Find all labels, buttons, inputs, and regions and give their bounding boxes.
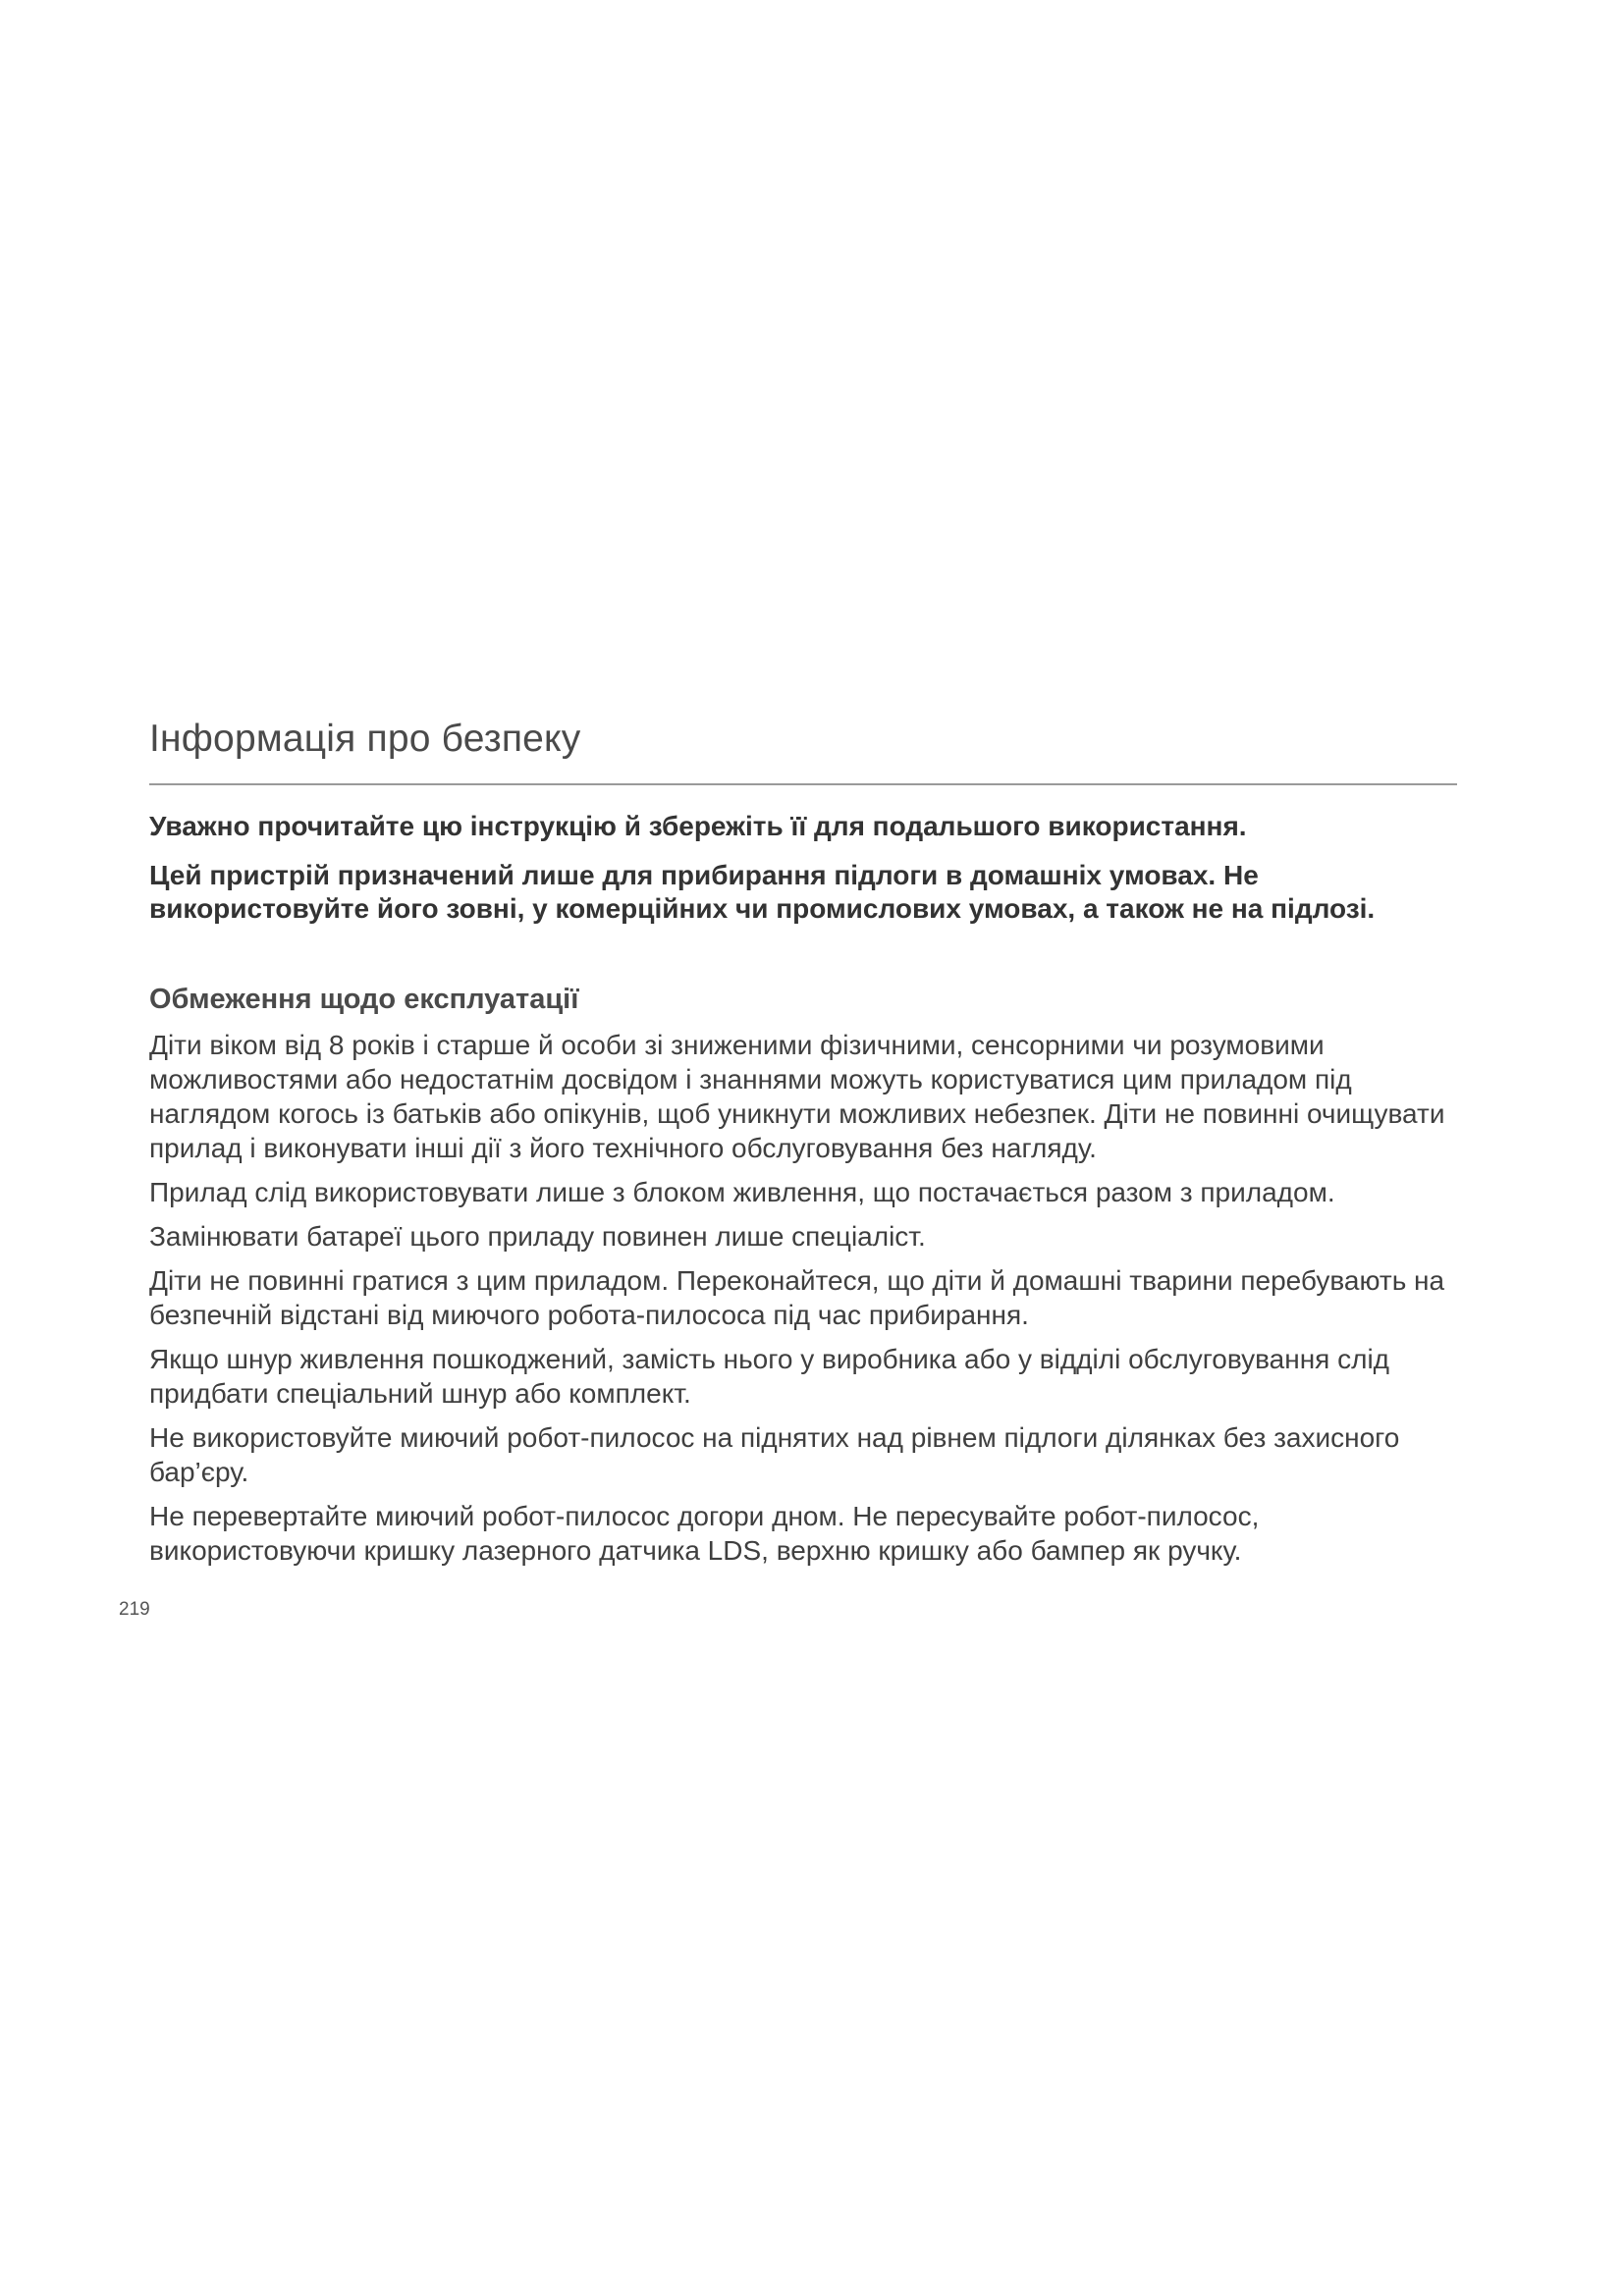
restrictions-heading: Обмеження щодо експлуатації — [149, 983, 579, 1015]
restriction-paragraph: Діти віком від 8 років і старше й особи зі зниженими фізичними, сенсорними чи розумовими можливостями або недостатнім досвідом і знаннями можуть користуватися цим приладом під наглядом когось із батьків або опікунів, щоб уникнути можливих небезпек. Діти не повинні очищувати прилад і виконувати інші дії з його технічного обслуговування без нагляду. — [149, 1029, 1445, 1163]
section-title: Інформація про безпеку — [149, 718, 581, 760]
intended-use-notice: Цей пристрій призначений лише для прибирання підлоги в домашніх умовах. Не використовуйте його зовні, у комерційних чи промислових умовах, а також не на підлозі. — [149, 859, 1376, 924]
page-number: 219 — [119, 1599, 150, 1620]
safety-section — [149, 717, 1457, 1568]
restriction-paragraph: Діти не повинні гратися з цим приладом. Переконайтеся, що діти й домашні тварини перебувають на безпечній відстані від миючого робота-пилососа під час прибирання. — [149, 1264, 1445, 1330]
restriction-paragraph: Замінювати батареї цього приладу повинен лише спеціаліст. — [149, 1220, 926, 1252]
restriction-paragraph: Якщо шнур живлення пошкоджений, замість нього у виробника або у відділі обслуговування слід придбати спеціальний шнур або комплект. — [149, 1343, 1390, 1409]
title-divider — [149, 783, 1457, 785]
restriction-paragraph: Прилад слід використовувати лише з блоком живлення, що постачається разом з приладом. — [149, 1176, 1335, 1207]
read-instructions-notice: Уважно прочитайте цю інструкцію й збережіть її для подальшого використання. — [149, 810, 1247, 841]
restriction-paragraph: Не використовуйте миючий робот-пилосос на піднятих над рівнем підлоги ділянках без захисного бар’єру. — [149, 1421, 1400, 1487]
restriction-paragraph: Не перевертайте миючий робот-пилосос догори дном. Не пересувайте робот-пилосос, використовуючи кришку лазерного датчика LDS, верхню кришку або бампер як ручку. — [149, 1500, 1260, 1566]
